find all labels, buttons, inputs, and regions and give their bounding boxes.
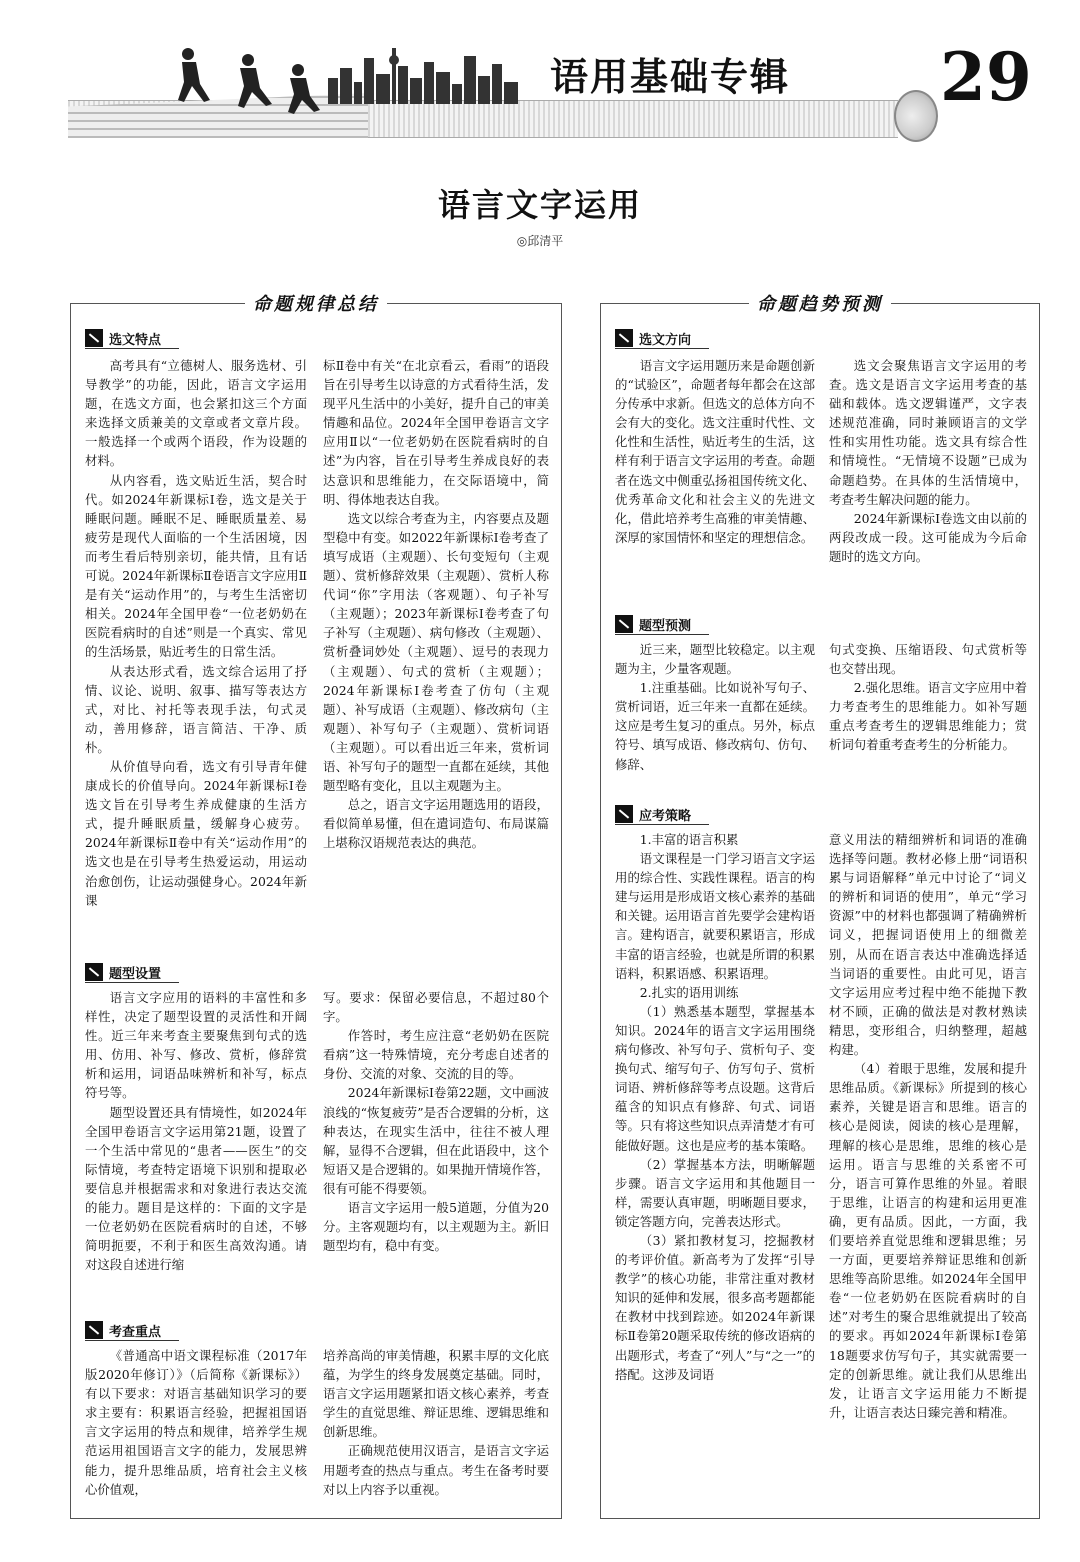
trend-box [600,294,1040,1519]
paragraph: 选文以综合考查为主，内容要点及题型稳中有变。如2022年新课标Ⅰ卷考查了填写成语（主观题）、长句变短句（主观题）、赏析修辞效果（主观题）、赏析人称代词“你”字用法（客观题）、句子补写（主观题）；2023年新课标Ⅰ卷考查了句子补写（主观题）、病句修改（主观题）、赏析叠词妙处（主观题）、逗号的表现力（主观题）、句式的赏析（主观题）；2024年新课标Ⅰ卷考查了仿句（主观题）、补写成语（主观题）、修改病句（主观题）、补写句子（主观题）、赏析词语（主观题）。可以看出近三年来，赏析词语、补写句子的题型一直都在延续，其他题型略有变化，且以主观题为主。 [323,510,549,794]
paragraph: 语言文字运用题历来是命题创新的“试验区”，命题者每年都会在这部分传承中求新。但选文的总体方向不会有大的变化。选文注重时代性、文化性和生活性，贴近考生的生活，这样有利于语言文字运用的考查。命题者在选文中侧重弘扬祖国传统文化、优秀革命文化和社会主义的先进文化，借此培养考生高雅的审美情趣、深厚的家国情怀和坚定的理想信念。 [615,358,815,545]
summary-box-title: 命题规律总结 [245,290,387,316]
paragraph: 高考具有“立德树人、服务选材、引导教学”的功能，因此，语言文字运用题，在选文方面，也会紧扣这三个方面来选择文质兼美的文章或者文章片段。一般选择一个或两个语段，作为设题的材料。 [85,358,307,469]
paragraph: 语文课程是一门学习语言文字运用的综合性、实践性课程。语言的构建与运用是形成语文核心素养的基础和关键。运用语言首先要学会建构语言。建构语言，就要积累语言，形成丰富的语言经验，也就是所谓的积累语料，积累语感、积累语理。 [615,851,815,981]
paragraph: 语言文字运用一般5道题，分值为20分。主客观题均有，以主观题为主。新旧题型均有，稳中有变。 [323,1200,549,1254]
page-banner [68,38,1032,138]
paragraph: 写。要求：保留必要信息，不超过80个字。 [323,990,549,1025]
paragraph: 从价值导向看，选文有引导青年健康成长的价值导向。2024年新课标Ⅰ卷选文旨在引导考生养成健康的生活方式，提升睡眠质量，缓解身心疲劳。2024年新课标Ⅱ卷中有关“运动作用”的选文也是在引导考生热爱运动，用运动治愈创伤，让运动强健身心。2024年新课 [85,758,307,908]
text-column [615,640,815,774]
paragraph: 题型设置还具有情境性，如2024年全国甲卷语言文字运用第21题，设置了一个生活中常见的“患者——医生”的交际情境，考查特定语境下识别和提取必要信息并根据需求和对象进行表达交流的能力。题目是这样的：下面的文字是一位老奶奶在医院看病时的自述，不够简明扼要，不利于和医生高效沟通。请对这段自述进行缩 [85,1104,307,1273]
trend-box-title: 命题趋势预测 [749,290,891,316]
runners-illustration [148,40,348,120]
text-column [829,356,1027,566]
paragraph: （3）紧扣教材复习，挖掘教材的考评价值。新高考为了发挥“引导教学”的核心功能，非常注重对教材知识的延伸和发展，很多高考题都能在教材中找到踪迹。如2024年新课标Ⅱ卷第20题采取传统的修改语病的出题形式，考查了“列人”与“之一”的搭配。这涉及词语 [615,1232,815,1382]
paragraph: （4）着眼于思维，发展和提升思维品质。《新课标》所提到的核心素养，关键是语言和思维。语言的核心是阅读，阅读的核心是理解，理解的核心是思维，思维的核心是运用。语言与思维的关系密不可分，语言可算作思维的外显。着眼于思维，让语言的构建和运用更准确，更有品质。因此，一方面，我们要培养直觉思维和逻辑思维；另一方面，更要培养辩证思维和创新思维等高阶思维。如2024年全国甲卷“一位老奶奶在医院看病时的自述”对考生的聚合思维就提出了较高的要求。再如2024年新课标Ⅰ卷第18题要求仿写句子，其实就需要一定的创新思维。就让我们从思维出发，让语言文字运用能力不断提升，让语言表达日臻完善和精准。 [829,1061,1027,1420]
paragraph: 正确规范使用汉语言，是语言文字运用题考查的热点与重点。考生在备考时要对以上内容予以重视。 [323,1443,549,1497]
paragraph: 2024年新课标Ⅰ卷第22题，文中画波浪线的“恢复疲劳”是否合逻辑的分析，这种表达，在现实生活中，往往不被人理解，显得不合逻辑，但在此语段中，这个短语又是合逻辑的。如果抛开情境作答，很有可能不得要领。 [323,1085,549,1196]
text-column [85,1346,307,1499]
text-column [615,356,815,547]
paragraph: 标Ⅱ卷中有关“在北京看云，看雨”的语段旨在引导考生以诗意的方式看待生活，发现平凡生活中的小美好，提升自己的审美情趣和品位。2024年全国甲卷语言文字应用Ⅱ以“一位老奶奶在医院看病时的自述”为内容，旨在引导考生养成良好的表达意识和思维能力，在交际语境中，简明、得体地表达自我。 [323,358,549,507]
section-heading-question-forecast [615,614,709,635]
city-skyline-illustration [328,38,538,104]
section-marker-icon [85,1321,103,1339]
subheading: 1.丰富的语言积累 [639,832,739,847]
section-heading-selection-features [85,328,179,349]
section-marker-icon [85,963,103,981]
summary-box-title-wrap [71,290,561,316]
paragraph: 语言文字应用的语料的丰富性和多样性，决定了题型设置的灵活性和开阔性。近三年来考查主要聚焦到句式的选用、仿用、补写、修改、赏析，修辞赏析和运用，词语品味辨析和补写，标点符号等。 [85,990,307,1101]
paragraph: 意义用法的精细辨析和词语的准确选择等问题。教材必修上册“词语积累与词语解释”单元中讨论了“词义的辨析和词语的使用”，单元“学习资源”中的材料也都强调了精确辨析词义，把握词语使用上的细微差别，从而在语言表达中准确选择适当词语的重要性。由此可见，语言文字运用应考过程中绝不能抛下教材不顾，正确的做法是对教材熟读精思，变形组合，归纳整理，超越构建。 [829,832,1027,1058]
paragraph: 选文会聚焦语言文字运用的考查。选文是语言文字运用考查的基础和载体。选文逻辑谨严，文字表述规范准确，同时兼顾语言的文学性和实用性功能。选文具有综合性和情境性。“无情境不设题”已成为命题趋势。在具体的生活情境中，考查考生解决问题的能力。 [829,358,1027,507]
section-heading-selection-direction [615,328,709,349]
section-marker-icon [615,805,633,823]
paragraph: 1.注重基础。比如说补写句子、赏析词语，近三年来一直都在延续。这应是考生复习的重点。另外，标点符号、填写成语、修改病句、仿句、修辞、 [615,680,815,772]
section-marker-icon [615,615,633,633]
text-column [829,640,1027,755]
article-author: ◎邱清平 [516,234,564,248]
text-column [85,988,307,1274]
summary-box [70,294,562,1519]
section-heading-text: 考查重点 [109,1324,162,1340]
section-heading-exam-strategy [615,804,709,825]
text-column [615,830,815,1384]
paragraph: （1）熟悉基本题型，掌握基本知识。2024年的语言文字运用围绕病句修改、补写句子、赏析句子、变换句式、缩写句子、仿写句子、赏析词语、辨析修辞等考点设题。这背后蕴含的知识点有修辞、句式、词语等。只有将这些知识点弄清楚才有可能做好题。这也是应考的基本策略。 [615,1003,815,1153]
paragraph: 2024年新课标Ⅰ卷选文由以前的两段改成一段。这可能成为今后命题时的选文方向。 [829,510,1027,564]
text-column [323,356,549,852]
paragraph: 总之，语言文字运用题选用的语段，看似简单易懂，但在遣词造句、布局谋篇上堪称汉语规范表达的典范。 [323,797,549,851]
trend-box-title-wrap [601,290,1039,316]
paragraph: 作答时，考生应注意“老奶奶在医院看病”这一特殊情境，充分考虑自述者的身份、交流的对象、交流的目的等。 [323,1028,549,1082]
section-heading-text: 题型预测 [639,618,692,634]
paragraph: 2.强化思维。语言文字应用中着力考查考生的思维能力。如补写题重点考查考生的逻辑思维能力；赏析词句着重考查考生的分析能力。 [829,680,1027,753]
paragraph: 培养高尚的审美情趣，积累丰厚的文化底蕴，为学生的终身发展奠定基础。同时，语言文字运用题紧扣语文核心素养，考查学生的直觉思维、辩证思维、逻辑思维和创新思维。 [323,1348,549,1440]
section-heading-question-types [85,962,179,983]
text-column [323,1346,549,1499]
section-marker-icon [85,329,103,347]
text-column [85,356,307,910]
paragraph: 从内容看，选文贴近生活，契合时代。如2024年新课标Ⅰ卷，选文是关于睡眠问题。睡眠不足、睡眠质量差、易疲劳是现代人面临的一个生活困境，因而考生看后特别亲切，能共情，且有话可说。2024年新课标Ⅱ卷语言文字应用Ⅱ是有关“运动作用”的，与考生生活密切相关。2024年全国甲卷“一位老奶奶在医院看病时的自述”则是一个真实、常见的生活场景，贴近考生的日常生活。 [85,472,307,660]
section-heading-text: 题型设置 [109,966,162,982]
section-title: 语用基础专辑 [550,55,791,99]
scroll-decoration [894,90,938,142]
paragraph: （2）掌握基本方法，明晰解题步骤。语言文字运用和其他题目一样，需要认真审题，明晰题目要求，锁定答题方向，完善表达形式。 [615,1156,815,1229]
paragraph: 从表达形式看，选文综合运用了抒情、议论、说明、叙事、描写等表达方式，对比、衬托等表现手法，句式灵动，善用修辞，语言简洁、干净、质朴。 [85,663,307,755]
section-heading-text: 选文特点 [109,332,162,348]
section-marker-icon [615,329,633,347]
paragraph: 句式变换、压缩语段、句式赏析等也交替出现。 [829,642,1027,677]
paragraph: 《普通高中语文课程标准（2017年版2020年修订）》（后简称《新课标》）有以下要求：对语言基础知识学习的要求主要有：积累语言经验，把握祖国语言文字运用的特点和规律，培养学生规范运用祖国语言文字的能力，发展思辨能力，提升思维品质，培育社会主义核心价值观， [85,1348,307,1497]
section-heading-key-points [85,1320,179,1341]
section-heading-text: 选文方向 [639,332,692,348]
text-column [829,830,1027,1422]
paragraph: 近三来，题型比较稳定。以主观题为主，少量客观题。 [615,642,815,677]
text-column [323,988,549,1255]
subheading: 2.扎实的语用训练 [639,984,739,1000]
page-number: 29 [940,38,1032,116]
section-heading-text: 应考策略 [639,808,692,824]
article-title: 语言文字运用 [437,186,642,224]
